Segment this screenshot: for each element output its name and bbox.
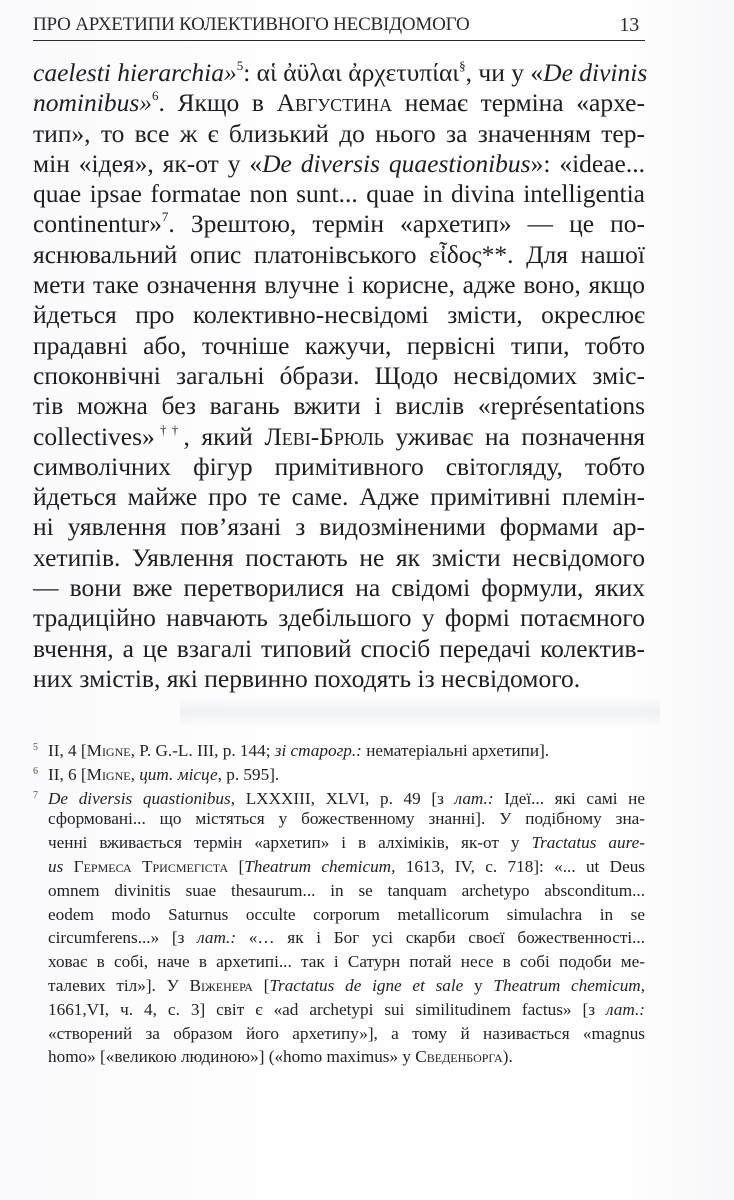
footnote-ref: †† <box>154 421 184 437</box>
text-run: , який <box>183 421 265 451</box>
italic-run: Tractatus de igne et sale <box>269 975 464 995</box>
latin-title: caelesti hierarchia» <box>33 58 237 87</box>
footnotes <box>33 736 645 1069</box>
author-name: Віженера <box>189 975 253 995</box>
body-text <box>33 58 648 694</box>
italic-run: Theatrum chemicum, <box>244 856 396 876</box>
text-line <box>33 58 648 88</box>
text-line: прадавні або, точніше кажучи, первісні типи, тобто <box>33 330 645 360</box>
text-line: споконвічні загальні óбрази. Щодо несвідомих зміс- <box>33 360 645 390</box>
author-name: Migne <box>86 741 131 760</box>
text-run: нематеріальні архетипи]. <box>361 741 550 760</box>
footnote-ref: 7 <box>161 209 169 225</box>
text-run: немає терміна «архе- <box>392 88 645 118</box>
text-run: «… як і Бог усі скарби своєї божественності... <box>236 928 646 948</box>
text-line: ні уявлення пов’язані з видозміненими формами ар- <box>33 512 645 542</box>
text-run: , <box>130 764 140 784</box>
footnote-7-line <box>33 998 645 1022</box>
text-run: ). <box>502 1047 513 1067</box>
author-name: Августина <box>276 88 393 118</box>
italic-run: us <box>48 856 64 876</box>
text-run <box>63 857 73 876</box>
text-run: 1661,VI, ч. 4, c. 3] світ є «ad archetypi sui similitudinem factus» [з <box>48 999 607 1019</box>
text-run: . Якщо в <box>158 88 277 118</box>
footnote-7-line <box>33 974 645 998</box>
italic-run: De diversis quastionibus <box>48 788 231 808</box>
footnote-7-line <box>33 1045 645 1069</box>
text-run: , LXXXIII, XLVI, p. 49 [з <box>230 788 455 808</box>
footnote-7-line: «створений за образом його архетипу»], а тому й називається «magnus <box>48 1023 645 1043</box>
footnote-7-line <box>33 784 645 808</box>
italic-run: цит. місце <box>139 764 218 784</box>
footnote-mark: 7 <box>33 789 38 801</box>
latin-title: De divinis <box>543 58 648 87</box>
italic-run: Theatrum chemicum, <box>493 975 645 995</box>
text-line: — вони вже перетворилися на свідомі формули, яких <box>33 573 645 603</box>
text-run: II, 4 [ <box>48 741 87 760</box>
text-line: яснювальний опис платонівського εἶδος**. Для нашої <box>33 239 645 269</box>
author-name: Леві-Брюль <box>264 421 385 451</box>
italic-run: лат.: <box>606 999 645 1019</box>
footnote-ref: 5 <box>236 58 244 73</box>
text-run: collectives» <box>33 421 155 451</box>
text-line: мети таке означення влучне і корисне, адже воно, якщо <box>33 270 645 300</box>
text-line: вчення, а це взагалі типовий спосіб передачі колектив- <box>33 633 645 663</box>
footnote-ref: 6 <box>152 88 159 104</box>
footnote-5 <box>33 736 645 760</box>
text-run: , p. 595]. <box>217 764 280 784</box>
italic-run: лат.: <box>454 788 494 808</box>
scan-smudge <box>180 696 660 728</box>
page-number: 13 <box>619 14 639 36</box>
text-run: : αἱ ἀϋλαι ἀρχετυπίαι <box>243 58 460 87</box>
footnote-7-line <box>33 855 645 879</box>
footnote-7-line: ховає в собі, наче в архетипі... так і Сатурн потай несе в собі подоби ме- <box>48 952 645 972</box>
footnote-mark: 6 <box>33 765 38 777</box>
footnote-ref: § <box>459 58 466 73</box>
text-run: мін «ідея», як-от у « <box>33 148 263 178</box>
text-run: II, 6 [ <box>48 764 87 784</box>
text-line <box>33 209 645 239</box>
italic-run: зі старогр.: <box>274 741 362 760</box>
footnote-7-line: сформовані... що містяться у божественному знанні]. У подібному зна- <box>48 809 645 829</box>
running-head-title: ПРО АРХЕТИПИ КОЛЕКТИВНОГО НЕСВІДОМОГО <box>33 14 470 35</box>
footnote-7-line: omnem divinitis suae thesaurum... in se tanquam archetypo absconditum... <box>48 880 645 900</box>
text-line: тип», то все ж є близький до нього за значенням тер- <box>33 118 645 148</box>
text-run: homo» [«великою людиною»] («homo maximus» у <box>48 1047 416 1067</box>
text-line: хетипів. Уявлення постають не як змісти несвідомого <box>33 542 645 572</box>
text-run: уживає на позначення <box>384 421 645 451</box>
italic-run: лат.: <box>197 928 237 948</box>
latin-title: nominibus» <box>33 88 153 118</box>
text-run: талевих тіл»]. У <box>48 975 190 995</box>
text-line: них змістів, які первинно походять із несвідомого. <box>33 663 581 693</box>
text-line: символічних фігур примітивного світогляду, тобто <box>33 451 645 481</box>
text-run: , чи у « <box>465 58 544 87</box>
text-run: circumferens...» [з <box>48 928 198 948</box>
author-name: Migne <box>86 764 131 784</box>
text-line: традиційно навчають здебільшого у формі потаємного <box>33 603 645 633</box>
text-run: Ідеї... які самі не <box>493 788 645 808</box>
text-line <box>33 149 645 179</box>
text-line <box>33 422 645 452</box>
author-name: Гермеса Трисмегіста <box>73 856 229 876</box>
latin-title: De diversis quaestionibus <box>262 148 531 178</box>
text-line: quae ipsae formatae non sunt... quae in divina intelligentia <box>33 179 645 209</box>
footnote-7-line <box>33 926 645 950</box>
footnote-6 <box>33 760 645 784</box>
text-run: 1613, IV, c. 718]: «... ut Deus <box>395 856 645 876</box>
text-run: , P. G.-L. III, p. 144; <box>130 741 275 760</box>
author-name: Сведенборга <box>415 1047 503 1067</box>
text-run: . Зрештою, термін «архетип» — це по- <box>168 209 645 239</box>
footnote-7-line: eodem modo Saturnus occulte corporum metallicorum simulachra in se <box>48 904 645 924</box>
text-run: continentur» <box>33 209 162 239</box>
footnote-7-line <box>33 831 645 855</box>
text-line <box>33 88 645 118</box>
text-line: йдеться про колективно-несвідомі змісти, окреслює <box>33 300 645 330</box>
text-line: йдеться майже про те саме. Адже примітивні племін- <box>33 482 645 512</box>
italic-run: Tractatus aure- <box>531 833 645 853</box>
text-run: [ <box>252 975 270 995</box>
running-head <box>33 14 645 41</box>
text-line: тів можна без вагань вжити і вислів «représentations <box>33 391 645 421</box>
text-run: у <box>463 975 494 995</box>
text-run: [ <box>228 856 245 876</box>
text-run: »: «ideae... <box>530 148 645 178</box>
footnote-mark: 5 <box>33 742 38 753</box>
text-run: ченні вживається термін «архетип» і в алхіміків, як-от у <box>48 833 532 853</box>
